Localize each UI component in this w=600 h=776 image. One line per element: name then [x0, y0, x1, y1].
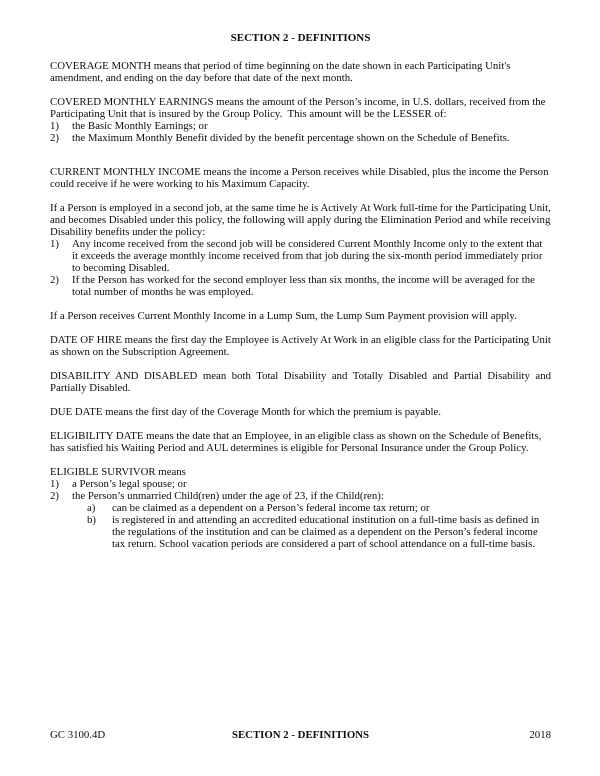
footer-year: 2018	[529, 729, 551, 741]
list-item-text: a Person’s legal spouse; or	[72, 478, 187, 490]
list-item-text: the Basic Monthly Earnings; or	[72, 120, 208, 132]
list-item-text: Any income received from the second job will be considered Current Monthly Income only to the extent that it exceeds the average monthly income received from that job during the six-month period immediately prior to becoming Disabled.	[72, 238, 546, 274]
paragraph-lump-sum: If a Person receives Current Monthly Income in a Lump Sum, the Lump Sum Payment provision will apply.	[50, 310, 517, 322]
list-marker: 1)	[50, 238, 59, 250]
paragraph-second-job-intro: If a Person is employed in a second job, at the same time he is Actively At Work full-time for the Participating Unit, and becomes Disabled under this policy, the following will apply during the Elimination Period and while receiving Disability benefits under the policy:	[50, 202, 554, 238]
document-body	[50, 32, 554, 550]
list-item	[50, 132, 551, 144]
footer-form-number: GC 3100.4D	[50, 729, 106, 741]
list-item-text: is registered in and attending an accredited educational institution on a full-time basis as defined in the regulations of the institution and can be claimed as a dependent on the Person’s federal income tax return. School vacation periods are considered a part of school attendance on a full-time basis.	[112, 514, 542, 550]
list-marker: 2)	[50, 490, 59, 502]
definition-coverage-month: COVERAGE MONTH means that period of time beginning on the date shown in each Participating Unit's amendment, and ending on the day before that date of the next month.	[50, 60, 514, 84]
definition-due-date: DUE DATE means the first day of the Coverage Month for which the premium is payable.	[50, 406, 441, 418]
page-footer	[50, 729, 551, 741]
list-marker: 2)	[50, 274, 59, 286]
definition-current-monthly-income: CURRENT MONTHLY INCOME means the income a Person receives while Disabled, plus the income the Person could receive if he were working to his Maximum Capacity.	[50, 166, 552, 190]
definition-eligibility-date: ELIGIBILITY DATE means the date that an Employee, in an eligible class as shown on the Schedule of Benefits, has satisfied his Waiting Period and AUL determines is eligible for Personal Insurance under the Group Policy.	[50, 430, 545, 454]
covered-monthly-earnings-list	[50, 120, 551, 144]
list-item	[50, 120, 551, 132]
definition-eligible-survivor: ELIGIBLE SURVIVOR means	[50, 466, 186, 478]
list-item	[50, 238, 551, 274]
list-marker: a)	[87, 502, 96, 514]
list-item	[50, 274, 551, 298]
footer-section-label: SECTION 2 - DEFINITIONS	[231, 729, 370, 741]
list-item-text: the Person’s unmarried Child(ren) under the age of 23, if the Child(ren):	[72, 490, 384, 502]
definition-disability-and-disabled: DISABILITY AND DISABLED mean both Total Disability and Totally Disabled and Partial Disability and Partially Disabled.	[50, 370, 551, 394]
list-item-text: If the Person has worked for the second employer less than six months, the income will be averaged for the total number of months he was employed.	[72, 274, 538, 298]
page-title: SECTION 2 - DEFINITIONS	[230, 32, 371, 44]
list-item-text: the Maximum Monthly Benefit divided by the benefit percentage shown on the Schedule of Benefits.	[72, 132, 510, 144]
list-marker: 1)	[50, 478, 59, 490]
eligible-survivor-list	[50, 478, 551, 550]
list-subitem	[50, 514, 551, 550]
list-subitem	[50, 502, 551, 514]
list-marker: 1)	[50, 120, 59, 132]
second-job-rules-list	[50, 238, 551, 298]
list-marker: b)	[87, 514, 96, 526]
list-item-text: can be claimed as a dependent on a Person’s federal income tax return; or	[112, 502, 430, 514]
list-marker: 2)	[50, 132, 59, 144]
definition-covered-monthly-earnings: COVERED MONTHLY EARNINGS means the amount of the Person’s income, in U.S. dollars, received from the Participating Unit that is insured by the Group Policy. This amount will be the LESSER of:	[50, 96, 549, 120]
list-item	[50, 490, 551, 502]
definition-date-of-hire: DATE OF HIRE means the first day the Employee is Actively At Work in an eligible class for the Participating Unit as shown on the Subscription Agreement.	[50, 334, 554, 358]
list-item	[50, 478, 551, 490]
